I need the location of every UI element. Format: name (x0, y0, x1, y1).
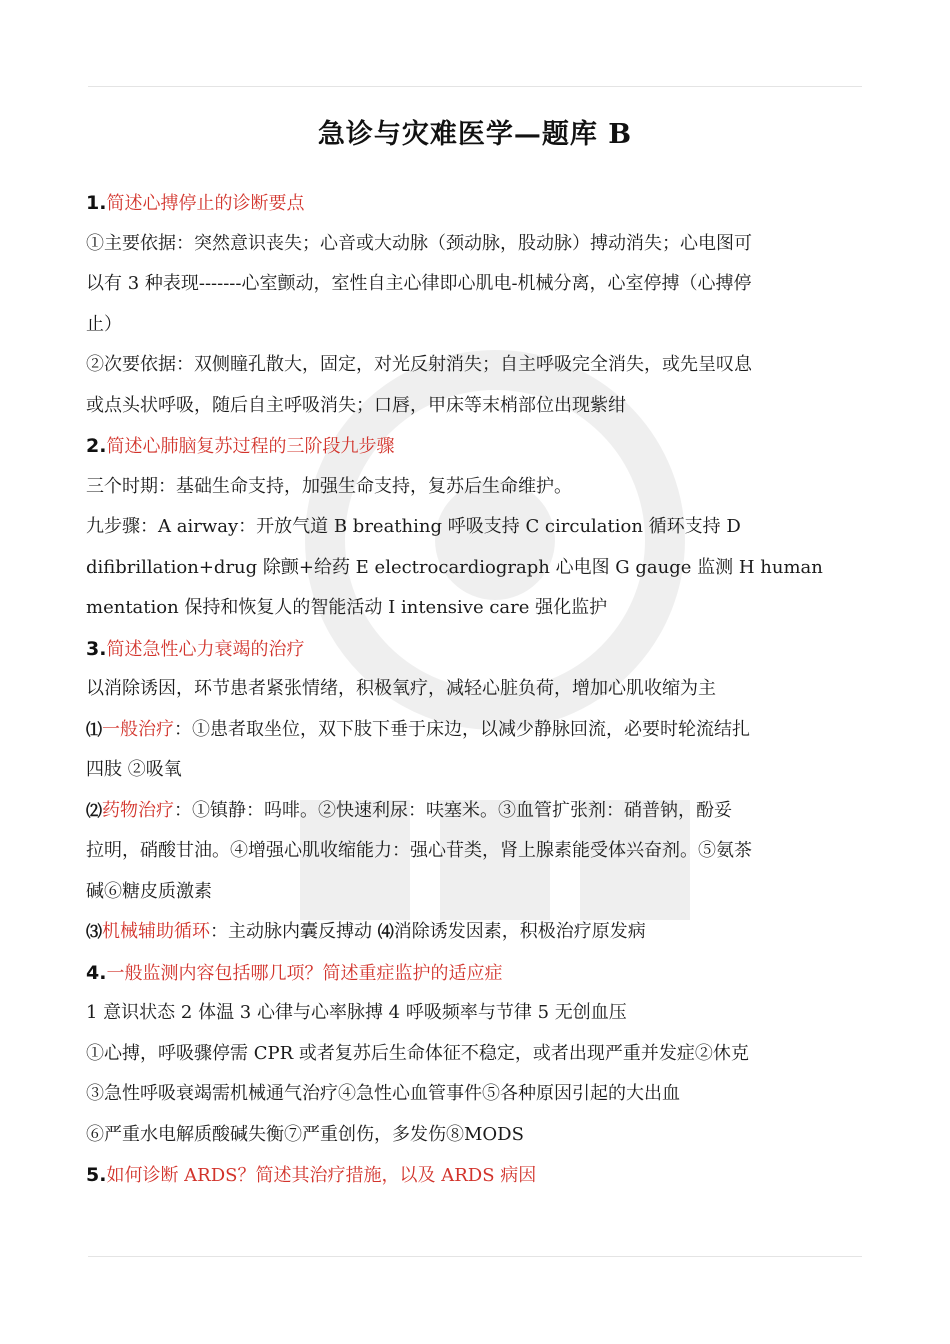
question-4-heading (86, 953, 866, 994)
bottom-divider (88, 1256, 862, 1257)
question-2-heading (86, 426, 866, 467)
question-number: 2. (86, 435, 107, 457)
answer-line (86, 710, 866, 751)
answer-line: ①心搏，呼吸骤停需 CPR 或者复苏后生命体征不稳定，或者出现严重并发症②休克 (86, 1042, 749, 1064)
question-3-heading (86, 629, 866, 670)
question-number: 3. (86, 637, 107, 660)
point-number: ⑵ (86, 800, 103, 820)
point-number: ⑴ (86, 719, 103, 739)
question-title: 简述急性心力衰竭的治疗 (106, 638, 305, 660)
point-number: ⑷ (377, 922, 394, 941)
answer-line: 以有 3 种表现-------心室颤动，室性自主心律即心肌电-机械分离，心室停搏（心搏停 (86, 273, 752, 294)
point-number: ⑶ (86, 922, 103, 941)
question-title: 简述心搏停止的诊断要点 (106, 193, 305, 214)
answer-line: 九步骤：A airway：开放气道 B breathing 呼吸支持 C circulation 循环支持 D (86, 516, 741, 537)
answer-line: 以消除诱因，环节患者紧张情绪，积极氧疗，减轻心脏负荷，增加心肌收缩为主 (86, 678, 716, 699)
point-text: ：①患者取坐位，双下肢下垂于床边，以减少静脉回流，必要时轮流结扎 (174, 718, 751, 740)
question-title: 如何诊断 ARDS？简述其治疗措施，以及 ARDS 病因 (106, 1165, 537, 1186)
answer-line: difibrillation+drug 除颤+给药 E electrocardiograph 心电图 G gauge 监测 H human (86, 556, 823, 578)
question-title: 一般监测内容包括哪几项？简述重症监护的适应症 (106, 962, 503, 984)
top-divider (88, 86, 862, 87)
point-text: ：①镇静：吗啡。②快速利尿：呋塞米。③血管扩张剂：硝普钠，酚妥 (174, 799, 733, 821)
point-label: 机械辅助循环 (102, 921, 211, 942)
question-number: 1. (86, 192, 107, 214)
answer-line (86, 912, 866, 953)
answer-line: ⑥严重水电解质酸碱失衡⑦严重创伤，多发伤⑧MODS (86, 1123, 524, 1145)
answer-line: 四肢 ②吸氧 (86, 759, 182, 780)
answer-line: 或点头状呼吸，随后自主呼吸消失；口唇，甲床等末梢部位出现紫绀 (86, 394, 626, 416)
page-title: 急诊与灾难医学—题库 B (317, 119, 633, 150)
point-label: 药物治疗 (102, 799, 175, 821)
point-text: ：主动脉内囊反搏动 (210, 921, 378, 942)
answer-line (86, 791, 866, 832)
question-1-heading (86, 183, 866, 224)
question-number: 5. (86, 1164, 107, 1186)
question-title: 简述心肺脑复苏过程的三阶段九步骤 (106, 436, 395, 457)
answer-line: 碱⑥糖皮质激素 (86, 880, 212, 902)
question-5-heading (86, 1155, 866, 1196)
answer-line: 三个时期：基础生命支持，加强生命支持，复苏后生命维护。 (86, 475, 572, 497)
answer-line: ①主要依据：突然意识丧失；心音或大动脉（颈动脉，股动脉）搏动消失；心电图可 (86, 232, 752, 254)
point-label: 一般治疗 (102, 718, 175, 740)
question-number: 4. (86, 961, 107, 984)
answer-line: mentation 保持和恢复人的智能活动 I intensive care 强化监护 (86, 597, 608, 618)
answer-line: ②次要依据：双侧瞳孔散大，固定，对光反射消失；自主呼吸完全消失，或先呈叹息 (86, 354, 752, 375)
point-text: 消除诱发因素，积极治疗原发病 (393, 921, 646, 942)
answer-line: ③急性呼吸衰竭需机械通气治疗④急性心血管事件⑤各种原因引起的大出血 (86, 1083, 680, 1104)
answer-line: 止） (86, 313, 122, 335)
document-body (86, 183, 866, 1196)
answer-line: 拉明，硝酸甘油。④增强心肌收缩能力：强心苷类，肾上腺素能受体兴奋剂。⑤氨茶 (86, 840, 752, 861)
answer-line: 1 意识状态 2 体温 3 心律与心率脉搏 4 呼吸频率与节律 5 无创血压 (86, 1002, 627, 1023)
